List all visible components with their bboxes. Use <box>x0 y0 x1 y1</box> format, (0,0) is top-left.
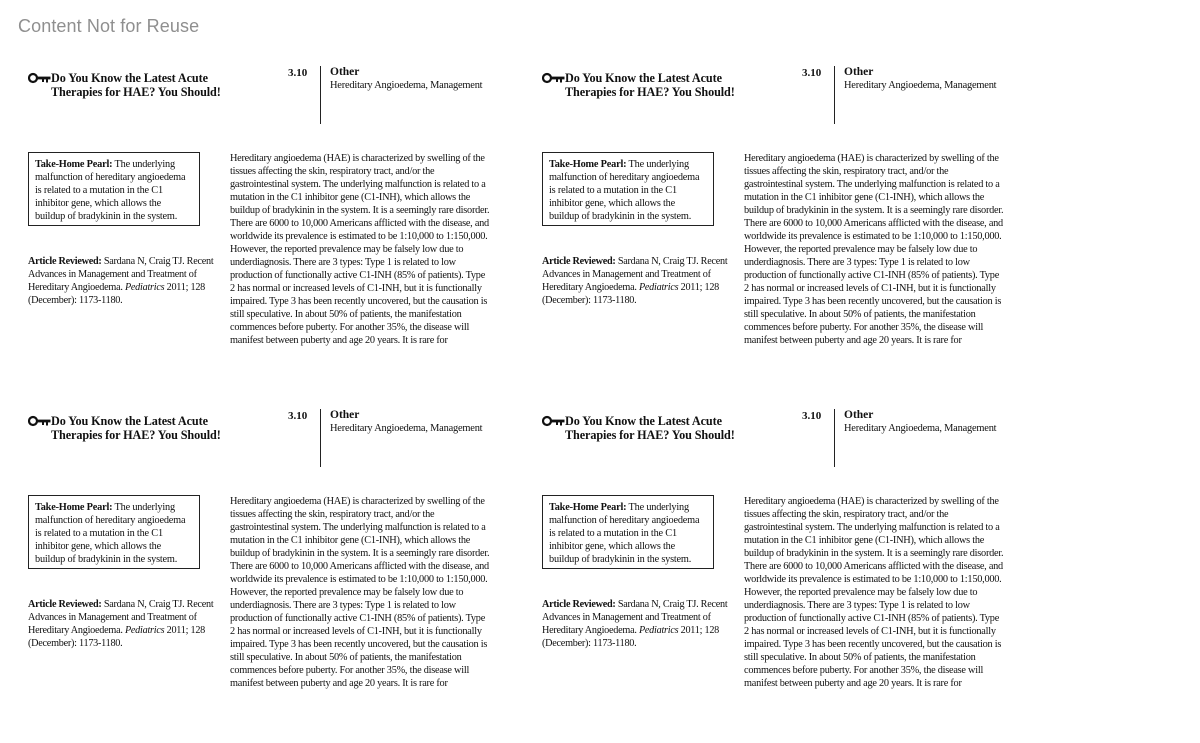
category-name: Other <box>844 66 874 78</box>
category-name: Other <box>844 409 874 421</box>
article-card-top-left <box>28 66 528 400</box>
article-body: Hereditary angioedema (HAE) is characterized by swelling of the tissues affecting the skin, respiratory tract, and/or the gastrointestinal system. The underlying malfunction is related to a mutation in the C1 inhibitor gene (C1-INH), which allows the buildup of bradykinin in the system. It is a seemingly rare disorder. There are 6000 to 10,000 Americans afflicted with the disease, and worldwide its prevalence is estimated to be 1:10,000 to 1:150,000. However, the reported prevalence may be falsely low due to underdiagnosis. There are 3 types: Type 1 is related to low production of functionally active C1-INH (85% of patients). Type 2 has normal or increased levels of C1-INH, but it is functionally impaired. Type 3 has been recently uncovered, but the causation is still speculative. In about 50% of patients, the manifestation commences before puberty. For another 35%, the disease will manifest between puberty and age 20 years. It is rare for <box>744 153 1004 346</box>
card-title-line-2: Therapies for HAE? You Should! <box>51 84 221 99</box>
category-subtopic: Hereditary Angioedema, Management <box>844 80 997 91</box>
article-reviewed <box>542 255 732 307</box>
section-number: 3.10 <box>288 410 308 422</box>
pearl-text: The underlying malfunction of hereditary angioedema is related to a mutation in the C1 inhibitor gene, which allows the buildup of bradykinin in the system. <box>35 502 186 565</box>
citation-text: 2011; 128 (December): 1173-1180. <box>28 625 206 649</box>
card-title-line-2: Therapies for HAE? You Should! <box>51 427 221 442</box>
citation-text: 2011; 128 (December): 1173-1180. <box>28 282 206 306</box>
article-body: Hereditary angioedema (HAE) is characterized by swelling of the tissues affecting the skin, respiratory tract, and/or the gastrointestinal system. The underlying malfunction is related to a mutation in the C1 inhibitor gene (C1-INH), which allows the buildup of bradykinin in the system. It is a seemingly rare disorder. There are 6000 to 10,000 Americans afflicted with the disease, and worldwide its prevalence is estimated to be 1:10,000 to 1:150,000. However, the reported prevalence may be falsely low due to underdiagnosis. There are 3 types: Type 1 is related to low production of functionally active C1-INH (85% of patients). Type 2 has normal or increased levels of C1-INH, but it is functionally impaired. Type 3 has been recently uncovered, but the causation is still speculative. In about 50% of patients, the manifestation commences before puberty. For another 35%, the disease will manifest between puberty and age 20 years. It is rare for <box>230 496 490 689</box>
article-card-bottom-left <box>28 409 528 743</box>
card-title <box>565 415 750 442</box>
vertical-divider <box>834 409 835 467</box>
take-home-pearl-box <box>542 152 714 226</box>
article-reviewed <box>542 598 732 650</box>
pearl-text: The underlying malfunction of hereditary angioedema is related to a mutation in the C1 inhibitor gene, which allows the buildup of bradykinin in the system. <box>549 502 700 565</box>
key-icon <box>542 72 566 84</box>
pearl-label: Take-Home Pearl: <box>549 159 627 170</box>
key-icon <box>28 72 52 84</box>
reviewed-label: Article Reviewed: <box>28 256 102 267</box>
category-subtopic: Hereditary Angioedema, Management <box>844 423 997 434</box>
pearl-text: The underlying malfunction of hereditary angioedema is related to a mutation in the C1 inhibitor gene, which allows the buildup of bradykinin in the system. <box>549 159 700 222</box>
article-reviewed <box>28 598 218 650</box>
pearl-label: Take-Home Pearl: <box>35 502 113 513</box>
vertical-divider <box>320 66 321 124</box>
pearl-text: The underlying malfunction of hereditary angioedema is related to a mutation in the C1 inhibitor gene, which allows the buildup of bradykinin in the system. <box>35 159 186 222</box>
category-block <box>330 409 530 435</box>
journal-name: Pediatrics <box>638 282 679 293</box>
article-card-bottom-right <box>542 409 1042 743</box>
citation-text: 2011; 128 (December): 1173-1180. <box>542 625 720 649</box>
pearl-label: Take-Home Pearl: <box>35 159 113 170</box>
reviewed-label: Article Reviewed: <box>542 256 616 267</box>
category-block <box>844 66 1044 92</box>
reviewed-label: Article Reviewed: <box>542 599 616 610</box>
card-title <box>51 72 236 99</box>
take-home-pearl-box <box>28 495 200 569</box>
journal-name: Pediatrics <box>124 282 165 293</box>
card-title-line-1: Do You Know the Latest Acute <box>565 414 722 428</box>
vertical-divider <box>834 66 835 124</box>
article-body: Hereditary angioedema (HAE) is characterized by swelling of the tissues affecting the skin, respiratory tract, and/or the gastrointestinal system. The underlying malfunction is related to a mutation in the C1 inhibitor gene (C1-INH), which allows the buildup of bradykinin in the system. It is a seemingly rare disorder. There are 6000 to 10,000 Americans afflicted with the disease, and worldwide its prevalence is estimated to be 1:10,000 to 1:150,000. However, the reported prevalence may be falsely low due to underdiagnosis. There are 3 types: Type 1 is related to low production of functionally active C1-INH (85% of patients). Type 2 has normal or increased levels of C1-INH, but it is functionally impaired. Type 3 has been recently uncovered, but the causation is still speculative. In about 50% of patients, the manifestation commences before puberty. For another 35%, the disease will manifest between puberty and age 20 years. It is rare for <box>744 496 1004 689</box>
journal-name: Pediatrics <box>124 625 165 636</box>
article-body: Hereditary angioedema (HAE) is characterized by swelling of the tissues affecting the skin, respiratory tract, and/or the gastrointestinal system. The underlying malfunction is related to a mutation in the C1 inhibitor gene (C1-INH), which allows the buildup of bradykinin in the system. It is a seemingly rare disorder. There are 6000 to 10,000 Americans afflicted with the disease, and worldwide its prevalence is estimated to be 1:10,000 to 1:150,000. However, the reported prevalence may be falsely low due to underdiagnosis. There are 3 types: Type 1 is related to low production of functionally active C1-INH (85% of patients). Type 2 has normal or increased levels of C1-INH, but it is functionally impaired. Type 3 has been recently uncovered, but the causation is still speculative. In about 50% of patients, the manifestation commences before puberty. For another 35%, the disease will manifest between puberty and age 20 years. It is rare for <box>230 153 490 346</box>
category-name: Other <box>330 409 360 421</box>
card-title-line-2: Therapies for HAE? You Should! <box>565 84 735 99</box>
key-icon <box>28 415 52 427</box>
category-block <box>330 66 530 92</box>
section-number: 3.10 <box>288 67 308 79</box>
take-home-pearl-box <box>28 152 200 226</box>
article-card-top-right <box>542 66 1042 400</box>
category-subtopic: Hereditary Angioedema, Management <box>330 423 483 434</box>
reviewed-text: Sardana N, Craig TJ. Recent Advances in Management and Treatment of Hereditary Angioedema. <box>542 599 728 636</box>
reviewed-text: Sardana N, Craig TJ. Recent Advances in Management and Treatment of Hereditary Angioedema. <box>542 256 728 293</box>
citation-text: 2011; 128 (December): 1173-1180. <box>542 282 720 306</box>
card-title-line-2: Therapies for HAE? You Should! <box>565 427 735 442</box>
vertical-divider <box>320 409 321 467</box>
card-title-line-1: Do You Know the Latest Acute <box>51 71 208 85</box>
card-title <box>51 415 236 442</box>
section-number: 3.10 <box>802 410 822 422</box>
category-subtopic: Hereditary Angioedema, Management <box>330 80 483 91</box>
card-title-line-1: Do You Know the Latest Acute <box>51 414 208 428</box>
card-title <box>565 72 750 99</box>
category-name: Other <box>330 66 360 78</box>
watermark-text: Content Not for Reuse <box>18 16 200 36</box>
article-reviewed <box>28 255 218 307</box>
category-block <box>844 409 1044 435</box>
reviewed-label: Article Reviewed: <box>28 599 102 610</box>
reviewed-text: Sardana N, Craig TJ. Recent Advances in Management and Treatment of Hereditary Angioedema. <box>28 599 214 636</box>
reviewed-text: Sardana N, Craig TJ. Recent Advances in Management and Treatment of Hereditary Angioedema. <box>28 256 214 293</box>
pearl-label: Take-Home Pearl: <box>549 502 627 513</box>
take-home-pearl-box <box>542 495 714 569</box>
card-title-line-1: Do You Know the Latest Acute <box>565 71 722 85</box>
journal-name: Pediatrics <box>638 625 679 636</box>
section-number: 3.10 <box>802 67 822 79</box>
key-icon <box>542 415 566 427</box>
